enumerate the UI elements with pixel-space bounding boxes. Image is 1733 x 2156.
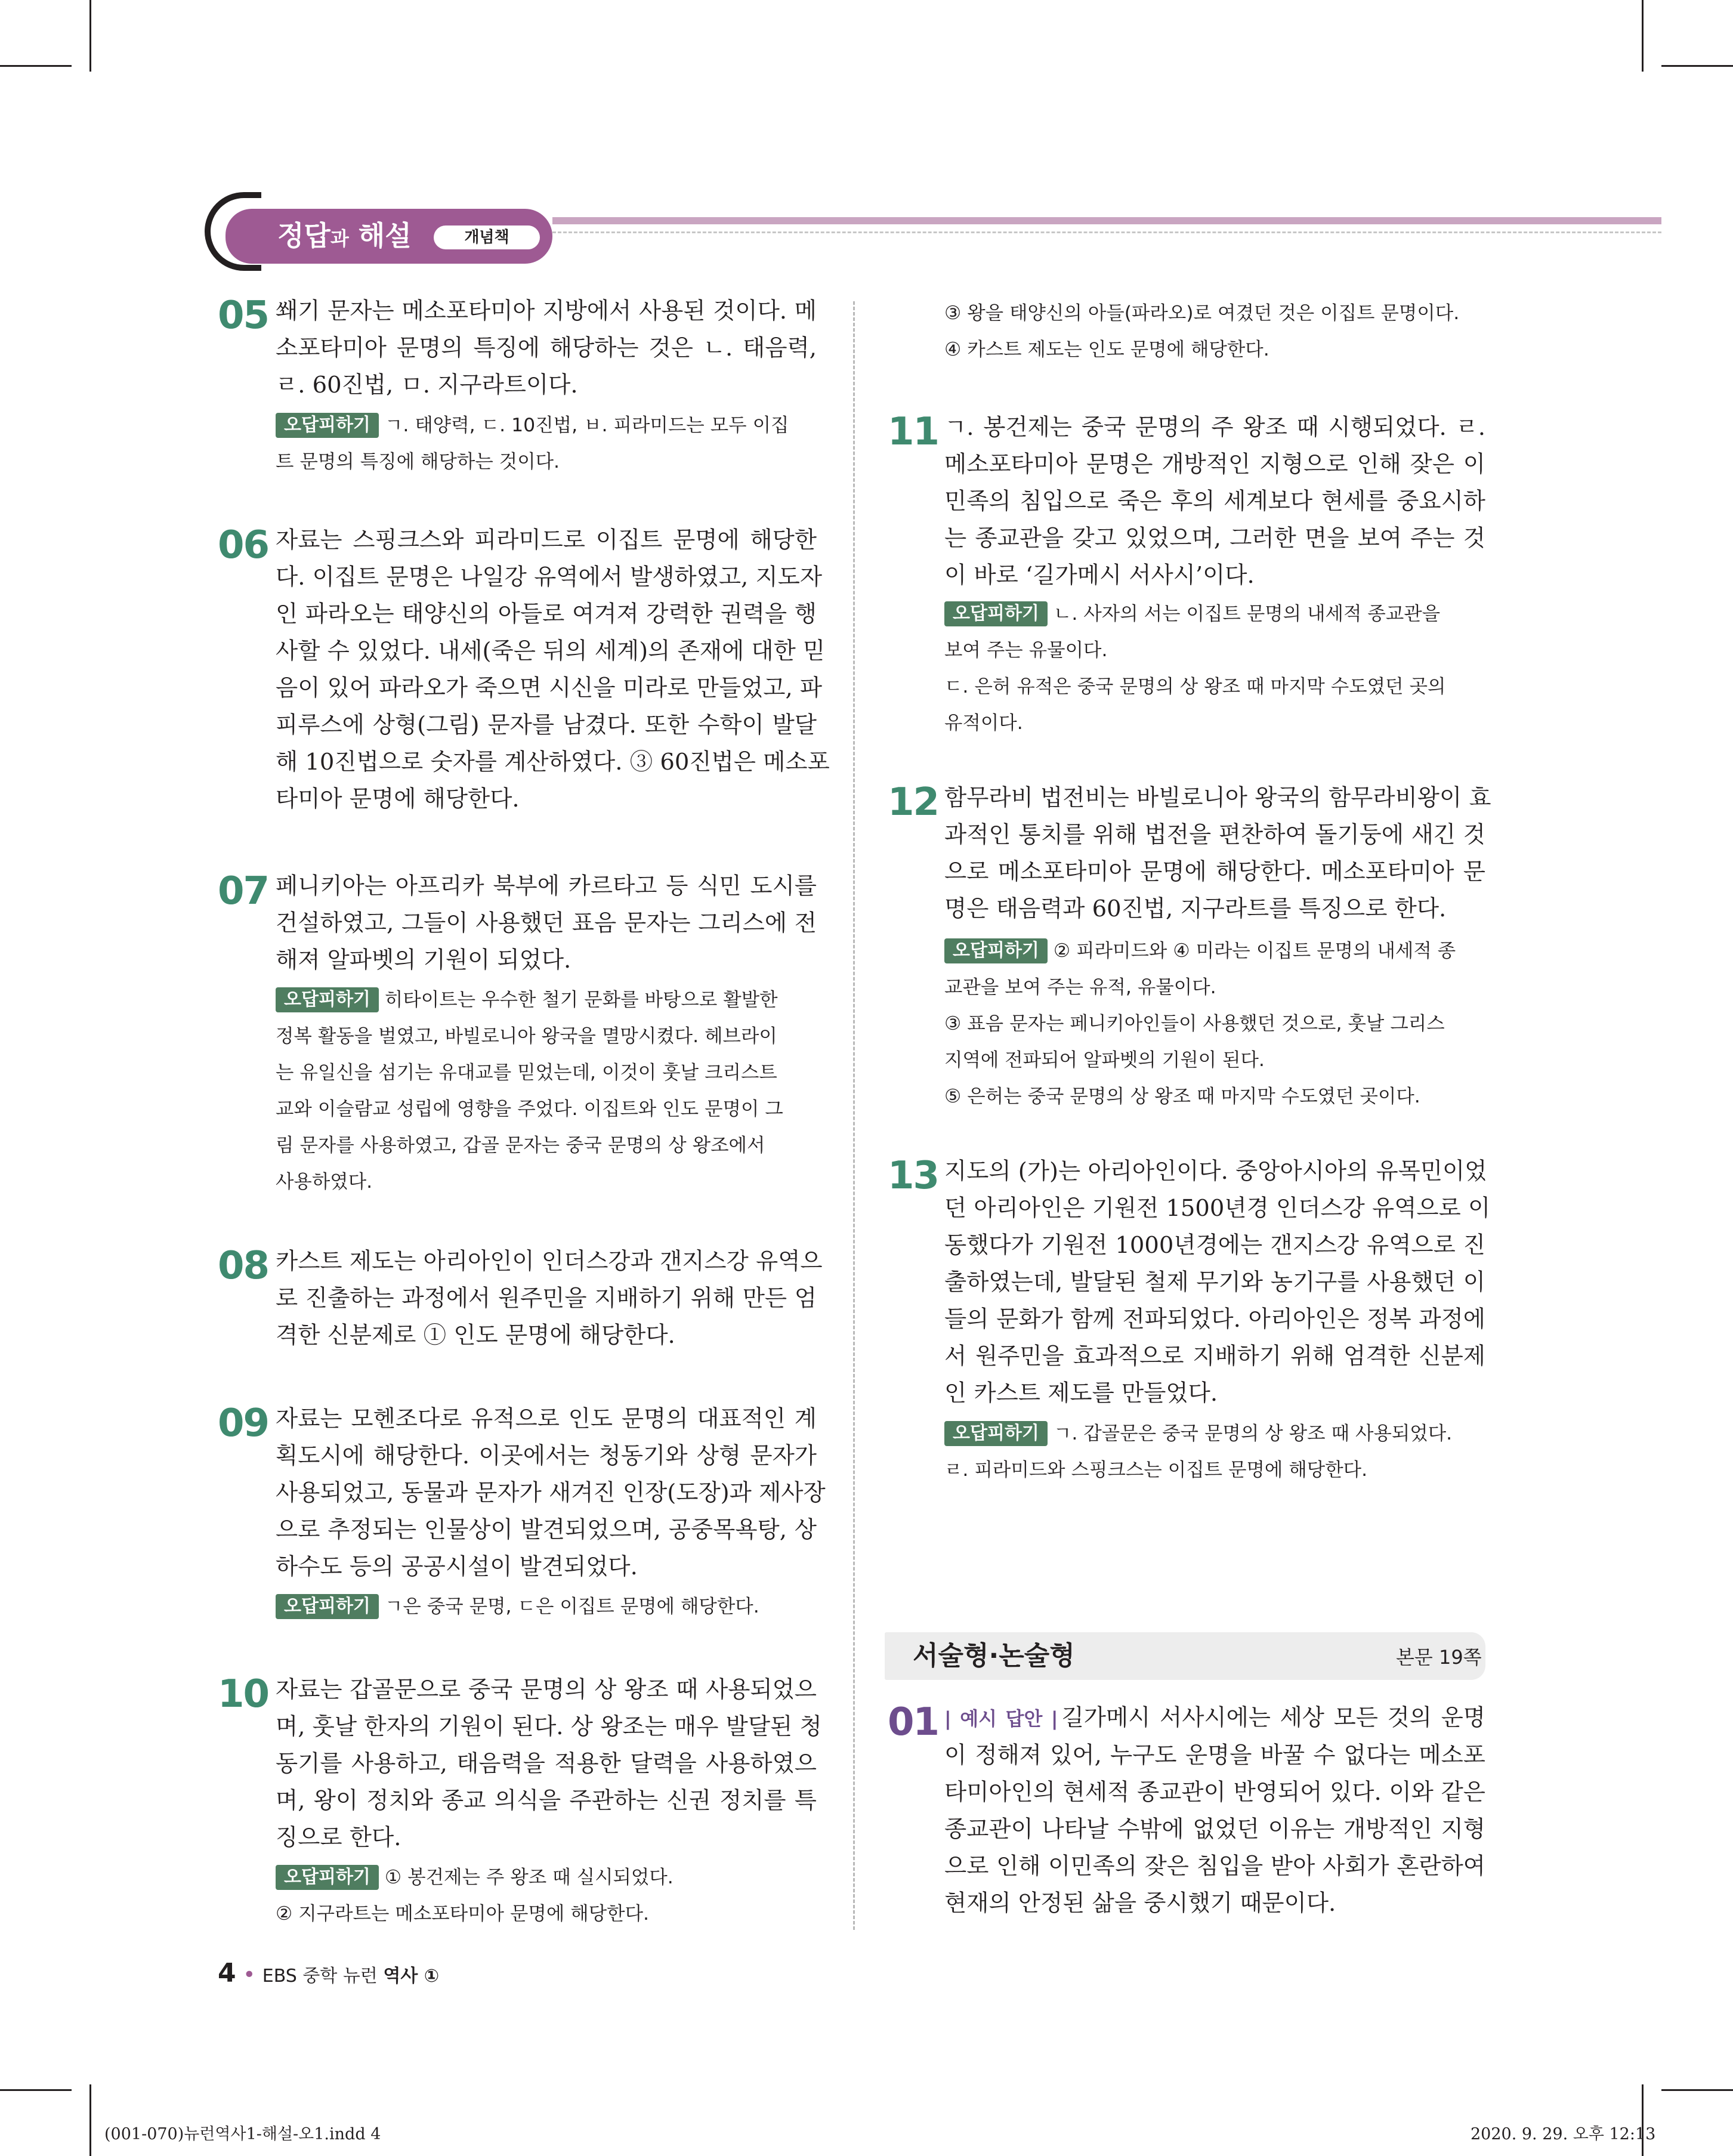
footer-bullet: • [243,1963,256,1987]
crop-mark [89,2084,91,2156]
wrong-answer-note: 오답피하기 ② 피라미드와 ④ 미라는 이집트 문명의 내세적 종 교관을 보여 주는 유적, 유물이다. ③ 표음 문자는 페니키아인들이 사용했던 것으로, 훗날 그리스 지역에 전파되어 알파벳의 기원이 된다. ⑤ 은허는 중국 문명의 상 왕조 때 마지막 수도였던 곳이다. [944,933,1485,1115]
header-badge: 개념책 [434,226,540,249]
continued-note: ③ 왕을 태양신의 아들(파라오)로 여겼던 것은 이집트 문명이다. ④ 카스트 제도는 인도 문명에 해당한다. [944,302,1460,360]
slug-date: 2020. 9. 29. 오후 12:13 [1471,2125,1656,2143]
header-rule [552,217,1661,224]
wrong-answer-tag: 오답피하기 [944,601,1048,626]
question-number: 05 [218,294,269,338]
answer-text: 페니키아는 아프리카 북부에 카르타고 등 식민 도시를 건설하였고, 그들이 사용했던 표음 문자는 그리스에 전 해져 알파벳의 기원이 되었다. [276,873,817,974]
wrong-answer-note: 오답피하기 ① 봉건제는 주 왕조 때 실시되었다. ② 지구라트는 메소포타미아 문명에 해당한다. [276,1860,817,1932]
answer-text: 자료는 스핑크스와 피라미드로 이집트 문명에 해당한 다. 이집트 문명은 나일강 유역에서 발생하였고, 지도자 인 파라오는 태양신의 아들로 여겨져 강력한 권력을 행 사할 수 있었다. 내세(죽은 뒤의 세계)의 존재에 대한 믿 음이 있어 파라오가 죽으면 시신을 미라로 만들었고, 파 피루스에 상형(그림) 문자를 남겼다. 또한 수학이 발달 해 10진법으로 숫자를 계산하였다. ③ 60진법은 메소포 타미아 문명에 해당한다. [276,527,830,813]
wrong-answer-tag: 오답피하기 [944,1421,1048,1446]
wrong-answer-tag: 오답피하기 [944,938,1048,963]
section-title: 서술형·논술형 [913,1641,1075,1671]
answer-text: 자료는 모헨조다로 유적으로 인도 문명의 대표적인 계 획도시에 해당한다. 이곳에서는 청동기와 상형 문자가 사용되었고, 동물과 문자가 새겨진 인장(도장)과 제사장 으로 추정되는 인물상이 발견되었으며, 공중목욕탕, 상 하수도 등의 공공시설이 발견되었다. [276,1406,826,1580]
crop-mark [1661,2089,1733,2091]
header-title: 정답과 해설 [277,220,412,252]
wrong-answer-note: 오답피하기 히타이트는 우수한 철기 문화를 바탕으로 활발한 정복 활동을 벌였고, 바빌로니아 왕국을 멸망시켰다. 헤브라이 는 유일신을 섬기는 유대교를 믿었는데, 이것이 훗날 크리스트 교와 이슬람교 성립에 영향을 주었다. 이집트와 인도 문명이 그 림 문자를 사용하였고, 갑골 문자는 중국 문명의 상 왕조에서 사용하였다. [276,982,817,1200]
footer-subject: 역사 ① [383,1966,440,1987]
answer-text: 쐐기 문자는 메소포타미아 지방에서 사용된 것이다. 메 소포타미아 문명의 특징에 해당하는 것은 ㄴ. 태음력, ㄹ. 60진법, ㅁ. 지구라트이다. [276,298,817,399]
crop-mark [0,2089,72,2091]
answer-text: 자료는 갑골문으로 중국 문명의 상 왕조 때 사용되었으 며, 훗날 한자의 기원이 된다. 상 왕조는 매우 발달된 청 동기를 사용하고, 태음력을 적용한 달력을 사용하였으 며, 왕이 정치와 종교 의식을 주관하는 신권 정치를 특 징으로 한다. [276,1676,822,1851]
crop-mark [1642,0,1644,72]
crop-mark [89,0,91,72]
answer-text: 함무라비 법전비는 바빌로니아 왕국의 함무라비왕이 효 과적인 통치를 위해 법전을 편찬하여 돌기둥에 새긴 것 으로 메소포타미아 문명에 해당한다. 메소포타미아 문 명은 태음력과 60진법, 지구라트를 특징으로 한다. [944,784,1491,922]
header-dashed-rule [552,231,1661,233]
wrong-answer-note: 오답피하기 ㄱ. 태양력, ㄷ. 10진법, ㅂ. 피라미드는 모두 이집 트 문명의 특징에 해당하는 것이다. [276,407,817,480]
crop-mark [0,65,72,67]
wrong-answer-tag: 오답피하기 [276,987,379,1012]
question-number: 09 [218,1401,269,1445]
question-number: 08 [218,1244,269,1288]
page-number: 4 [218,1958,236,1988]
question-number: 12 [888,780,939,824]
answer-text: 카스트 제도는 아리아인이 인더스강과 갠지스강 유역으 로 진출하는 과정에서 원주민을 지배하기 위해 만든 엄 격한 신분제로 ① 인도 문명에 해당한다. [276,1248,823,1349]
wrong-answer-tag: 오답피하기 [276,1594,379,1619]
section-page-ref: 본문 19쪽 [1396,1646,1482,1669]
question-number: 10 [218,1672,269,1716]
wrong-answer-note: 오답피하기 ㄱ은 중국 문명, ㄷ은 이집트 문명에 해당한다. [276,1589,817,1625]
question-number: 11 [888,410,939,454]
answer-text: | 예시 답안 | 길가메시 서사시에는 세상 모든 것의 운명 이 정해져 있어, 누구도 운명을 바꿀 수 없다는 메소포 타미아인의 현세적 종교관이 반영되어 있다. 이와 같은 종교관이 나타날 수밖에 없었던 이유는 개방적인 지형 으로 인해 이민족의 잦은 침입을 받아 사회가 혼란하여 현재의 안정된 삶을 중시했기 때문이다. [944,1704,1485,1917]
footer-book: EBS 중학 뉴런 [262,1966,384,1987]
question-number: 07 [218,869,269,913]
slug-file: (001-070)뉴런역사1-해설-오1.indd 4 [104,2125,381,2143]
question-number: 13 [888,1154,939,1198]
answer-text: ㄱ. 봉건제는 중국 문명의 주 왕조 때 시행되었다. ㄹ. 메소포타미아 문명은 개방적인 지형으로 인해 잦은 이 민족의 침입으로 죽은 후의 세계보다 현세를 중요시하 는 종교관을 갖고 있었으며, 그러한 면을 보여 주는 것 이 바로 ‘길가메시 서사시’이다. [944,414,1485,589]
wrong-answer-note: 오답피하기 ㄱ. 갑골문은 중국 문명의 상 왕조 때 사용되었다. ㄹ. 피라미드와 스핑크스는 이집트 문명에 해당한다. [944,1416,1485,1488]
wrong-answer-tag: 오답피하기 [276,1865,379,1890]
wrong-answer-tag: 오답피하기 [276,413,379,438]
page-footer [218,1959,439,1991]
question-number: 06 [218,523,269,567]
column-divider [853,301,855,1930]
question-number: 01 [888,1700,939,1744]
wrong-answer-note: 오답피하기 ㄴ. 사자의 서는 이집트 문명의 내세적 종교관을 보여 주는 유물이다. ㄷ. 은허 유적은 중국 문명의 상 왕조 때 마지막 수도였던 곳의 유적이다. [944,596,1485,742]
example-answer-tag: | 예시 답안 | [944,1707,1058,1730]
answer-text: 지도의 (가)는 아리아인이다. 중앙아시아의 유목민이었 던 아리아인은 기원전 1500년경 인더스강 유역으로 이 동했다가 기원전 1000년경에는 갠지스강 유역으로 진 출하였는데, 발달된 철제 무기와 농기구를 사용했던 이 들의 문화가 함께 전파되었다. 아리아인은 정복 과정에 서 원주민을 효과적으로 지배하기 위해 엄격한 신분제 인 카스트 제도를 만들었다. [944,1158,1491,1407]
crop-mark [1661,65,1733,67]
